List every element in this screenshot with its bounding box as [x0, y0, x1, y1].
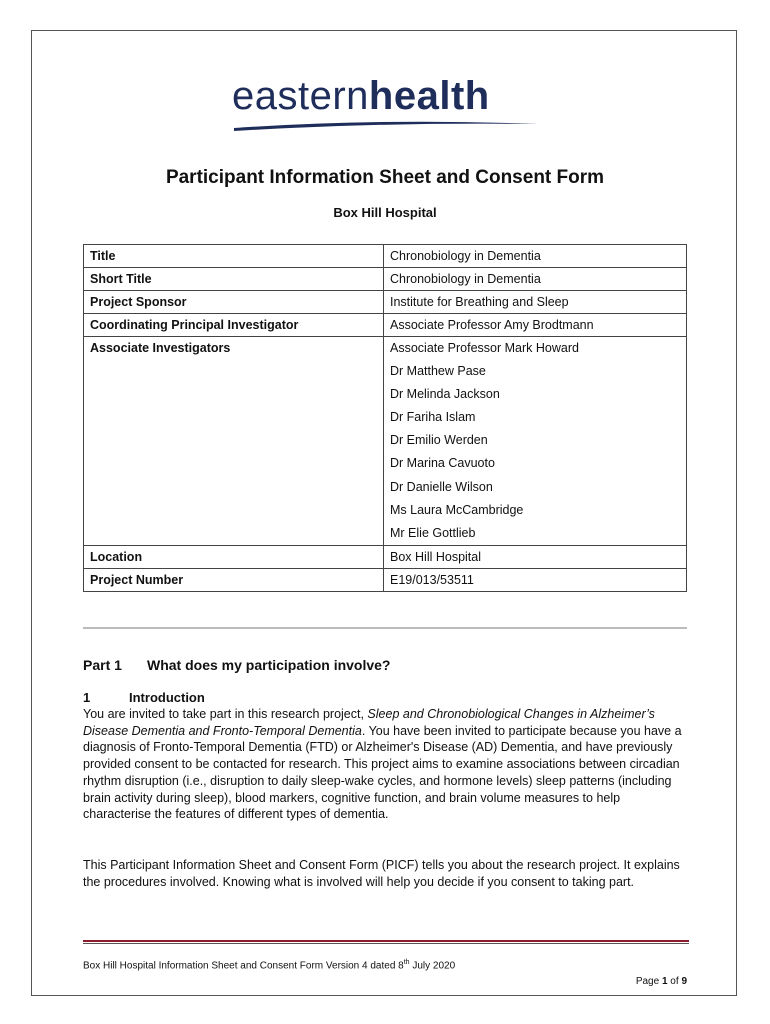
section-divider: [83, 627, 687, 629]
list-item: Associate Professor Mark Howard: [390, 341, 579, 355]
page-prefix: Page: [635, 976, 662, 987]
list-item: Dr Melinda Jackson: [390, 387, 500, 402]
footer-text-end: July 2020: [409, 960, 456, 972]
page-of: of: [667, 976, 682, 987]
section-number: 1: [83, 690, 91, 705]
part-number: Part 1: [83, 657, 122, 673]
list-item: Dr Marina Cavuoto: [390, 456, 495, 471]
list-item: Ms Laura McCambridge: [390, 502, 524, 517]
list-item: Dr Emilio Werden: [390, 433, 488, 448]
intro-text-start: You are invited to take part in this research project,: [83, 707, 368, 721]
row-label: Coordinating Principal Investigator: [84, 314, 384, 337]
row-label: Short Title: [84, 268, 384, 291]
section-heading: [83, 690, 205, 705]
row-label: Location: [84, 545, 384, 568]
row-value: Institute for Breathing and Sleep: [384, 291, 687, 314]
document-title: Participant Information Sheet and Consent Form: [165, 167, 605, 188]
eastern-health-logo: [232, 76, 542, 136]
intro-text-rest: . You have been invited to participate because you have a diagnosis of Fronto-Temporal Dementia (FTD) or Alzheimer's Disease (AD) Dementia, and have previously provided consent to be contacted for research. This project aims to examine associations between circadian rhythm disruption (i.e., disruption to daily sleep-wake cycles, and hormone levels) sleep patterns (including brain activity during sleep), blood markers, cognitive function, and brain volume measures to help characterise the features of different types of dementia.: [83, 723, 682, 822]
row-label: Associate Investigators: [84, 337, 384, 546]
page-total: 9: [681, 976, 687, 987]
list-item: Mr Elie Gottlieb: [390, 525, 476, 540]
row-value: E19/013/53511: [384, 568, 687, 591]
row-label: Project Sponsor: [84, 291, 384, 314]
row-value: Chronobiology in Dementia: [384, 268, 687, 291]
logo-text-eastern: eastern: [232, 74, 369, 118]
section-title: Introduction: [129, 690, 205, 705]
row-value: Chronobiology in Dementia: [384, 245, 687, 268]
row-label: Title: [84, 245, 384, 268]
table-row: [84, 337, 687, 546]
page-current: 1: [661, 976, 668, 987]
introduction-paragraph: [83, 706, 687, 823]
project-name: Sleep and Chronobiological Changes in Alzheimer’s Disease Dementia and Fronto-Temporal Dementia: [83, 707, 655, 738]
project-info-table: [83, 244, 687, 592]
table-row: [84, 245, 687, 268]
logo-wordmark: [232, 76, 542, 116]
list-item: Dr Matthew Pase: [390, 364, 486, 379]
part-title: What does my participation involve?: [147, 657, 391, 673]
list-item: Dr Danielle Wilson: [390, 479, 493, 494]
logo-text-health: health: [368, 74, 490, 118]
footer-ordinal: th: [403, 959, 410, 966]
part-heading: [83, 657, 390, 673]
page-number: [636, 976, 687, 987]
table-row: [84, 291, 687, 314]
associate-investigators-list: [384, 337, 687, 546]
footer-text-start: Box Hill Hospital Information Sheet and Consent Form Version 4 dated 8: [83, 960, 404, 972]
table-row: [84, 314, 687, 337]
list-item: Dr Fariha Islam: [390, 410, 476, 425]
row-value: Associate Professor Amy Brodtmann: [384, 314, 687, 337]
row-label: Project Number: [84, 568, 384, 591]
logo-swoosh-icon: [232, 116, 542, 136]
table-row: [84, 545, 687, 568]
table-row: [84, 268, 687, 291]
table-row: [84, 568, 687, 591]
picf-paragraph: This Participant Information Sheet and Consent Form (PICF) tells you about the research project. It explains the procedures involved. Knowing what is involved will help you decide if you consent to taking part.: [83, 858, 680, 889]
document-subtitle: Box Hill Hospital: [333, 205, 437, 220]
footer-rule: [83, 940, 689, 944]
footer-version-text: [83, 959, 455, 971]
row-value: Box Hill Hospital: [384, 545, 687, 568]
